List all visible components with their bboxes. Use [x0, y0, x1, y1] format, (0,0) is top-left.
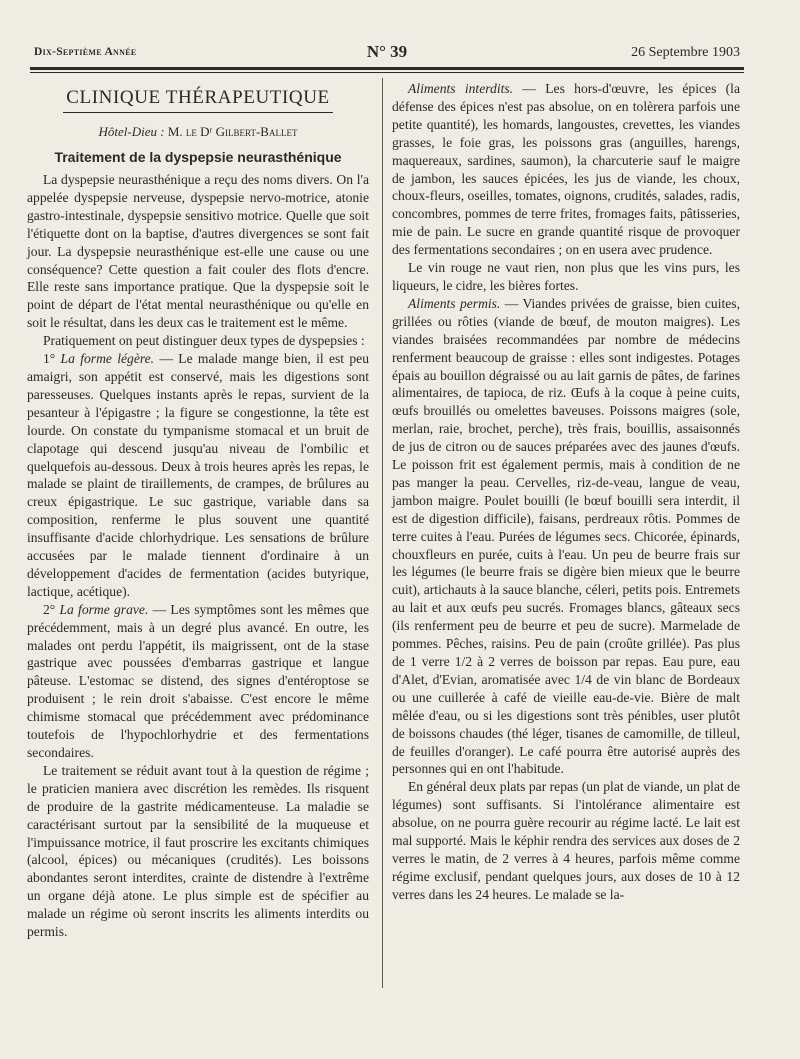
paragraph-wine: Le vin rouge ne vaut rien, non plus que les vins purs, les liqueurs, le cidre, les bières fortes.: [392, 260, 740, 293]
left-column: [27, 80, 369, 941]
section-title: CLINIQUE THÉRAPEUTIQUE: [66, 87, 330, 108]
header-rule-thick: [30, 67, 744, 70]
article-title: Traitement de la dyspepsie neurasthénique: [54, 149, 342, 165]
header-rule-thin: [30, 72, 744, 73]
severe-form-text: — Les symptômes sont les mêmes que précédemment, mais à un degré plus avancé. En outre, les malades ont perdu l'appétit, ils maigrissent, ont de la stase gastrique avec poussées d'embarras gastrique et langue pâteuse. L'estomac se distend, des signes d'entéroptose se produisent ; le rein droit s'abaisse. C'est encore le même chimisme stomacal que précédemment avec prédominance toutefois de l'hypochlorhydrie et des fermentations secondaires.: [27, 601, 369, 760]
list-number: 1°: [43, 351, 56, 367]
paragraph-types: Pratiquement on peut distinguer deux types de dyspepsies :: [43, 333, 365, 349]
paragraph-forbidden-foods: [392, 80, 740, 259]
subheading-mild-form: La forme légère.: [60, 351, 155, 367]
byline-place: Hôtel-Dieu :: [98, 124, 165, 139]
subheading-permitted-foods: Aliments permis.: [408, 295, 501, 311]
paragraph-permitted-foods: [392, 295, 740, 778]
running-header: [34, 44, 740, 66]
paragraph-treatment: Le traitement se réduit avant tout à la question de régime ; le praticien maniera avec discrétion les remèdes. Ils risquent de produire de la gastrite médicamenteuse. La maladie se caractérisant surtout par la sensibilité de la muqueuse et l'impuissance motrice, il faut proscrire les excitants chimiques (alcool, épices) ou mécaniques (crudités). Les boissons abondantes seront interdites, crainte de distendre à l'extrême un organe déjà atone. Le plus simple est de spécifier au malade un régime où seront inscrits les aliments interdits ou permis.: [27, 762, 369, 940]
permitted-foods-text: — Viandes privées de graisse, bien cuites, grillées ou rôties (viande de bœuf, de mouton maigres). Les viandes braisées recommandées par nombre de médecins renferment beaucoup de graisse : elles sont indigestes. Potages épais au bouillon dégraissé ou au lait garnis de pâtes, de farines alimentaires, de tapioca, de riz. Œufs à la coque à peine cuits, œufs brouillés ou omelettes baveuses. Poissons maigres (sole, merlan, raie, brochet, perche), très frais, bouillis, assaisonnés de jus de citron ou de sauces préparées avec des jaunes d'œufs. Le poisson frit est également permis, mais à condition de ne pas manger la peau. Cervelles, riz-de-veau, langue de veau, jambon maigre. Poulet bouilli (le bœuf bouilli sera interdit, il est de digestion difficile), faisans, perdreaux rôtis. Pommes de terre cuites à l'eau. Purées de légumes secs. Chicorée, épinards, chouxfleurs en purée, cuits à l'eau. Un peu de beurre frais sur les légumes (le beurre frais se digère bien mieux que le beurre cuit), artichauts à la sauce blanche, céleri, petits pois. Entremets au lait et aux œufs peu sucrés. Fromages blancs, gâteaux secs (ils renferment peu de beurre et peu de sucre). Marmelade de pommes. Pêches, raisins. Peu de pain (croûte grillée). Pas plus de 1 verre 1/2 à 2 verres de boisson par repas. Eau pure, eau d'Alet, d'Evian, aromatisée avec 1/4 de vin blanc de Bordeaux ou une cuillerée à café de vieille eau-de-vie. Bière de malt mêlée d'eau, ou si les digestions sont très pénibles, user plutôt de boissons chaudes (thé léger, tisanes de camomille, de tilleul, de feuilles d'oranger). Le café pourra être autorisé auprès des personnes qui en ont l'habitude.: [392, 295, 740, 777]
paragraph-meals: En général deux plats par repas (un plat de viande, un plat de légumes) sont suffisants. Si l'intolérance alimentaire est absolue, on ne pourra guère recourir au régime lacté. Le lait est mal supporté. Mais le képhir rendra des services aux doses de 2 verres le matin, de 2 verres à 4 heures, parfois même comme régime exclusif, pendant quelques jours, aux doses de 10 à 12 verres dans les 24 heures. Le malade se la-: [392, 779, 740, 902]
column-divider: [382, 78, 383, 988]
subheading-severe-form: La forme grave.: [59, 601, 149, 617]
list-number: 2°: [43, 601, 56, 617]
paragraph-intro: La dyspepsie neurasthénique a reçu des noms divers. On l'a appelée dyspepsie nerveuse, dyspepsie nervo-motrice, atonie gastro-intestinale, dyspepsie sensitivo motrice. Quelle que soit l'étiquette dont on la baptise, d'autres divergences se sont fait jour. La dyspepsie neurasthénique est-elle une cause ou une conséquence? Cette question a fait couler des flots d'encre. Elle reste sans importance pratique. Que la dyspepsie soit le point de départ de l'état mental neurasthénique ou qu'elle en soit le résultat, dans les deux cas le traitement est le même.: [27, 172, 369, 331]
subheading-forbidden-foods: Aliments interdits.: [408, 81, 514, 96]
paragraph-mild-form: [27, 350, 369, 601]
byline: [27, 123, 369, 141]
byline-author: M. le Dʳ Gilbert-Ballet: [167, 124, 298, 139]
right-column: [392, 80, 740, 904]
header-issue-number: N° 39: [366, 42, 408, 61]
section-title-underline: [63, 112, 333, 113]
mild-form-text: — Le malade mange bien, il est peu amaigri, son appétit est conservé, mais les digestions sont paresseuses. Quelques instants après le repas, survient de la pesanteur à l'épigastre ; la figure se congestionne, la tête est lourde. On constate du tympanisme stomacal et un bruit de clapotage qui descend jusqu'au niveau de l'ombilic et quelquefois au-dessous. Deux à trois heures après les repas, le malade se plaint de tiraillements, de crampes, de brûlures au creux épigastrique. Le suc gastrique, variable dans sa composition, renferme le plus souvent une quantité insuffisante d'acide chlorhydrique. Les sensations de brûlure accusées par le malade tiennent d'ordinaire à un développement d'acides de fermentation (acides butyrique, lactique, acétique).: [27, 351, 370, 599]
forbidden-foods-text: — Les hors-d'œuvre, les épices (la défense des épices n'est pas absolue, on en tolèrera parfois une petite quantité), les homards, langoustes, crevettes, les viandes grasses, le foie gras, les poissons gras (anguilles, harengs, maquereaux, sardines, saumon), la charcuterie sauf le maigre de jambon, les sauces épicées, les jus de viande, les choux, choux-fleurs, oseilles, tomates, oignons, crudités, salades, radis, concombres, pommes de terre frites, fromages faits, pâtisseries, mie de pain. Le sucre en grande quantité risque de provoquer des fermentations secondaires ; on en usera avec prudence.: [392, 81, 740, 258]
header-date: 26 Septembre 1903: [631, 45, 740, 60]
paragraph-severe-form: [27, 601, 369, 762]
header-volume: Dix-Septième Année: [34, 46, 137, 58]
